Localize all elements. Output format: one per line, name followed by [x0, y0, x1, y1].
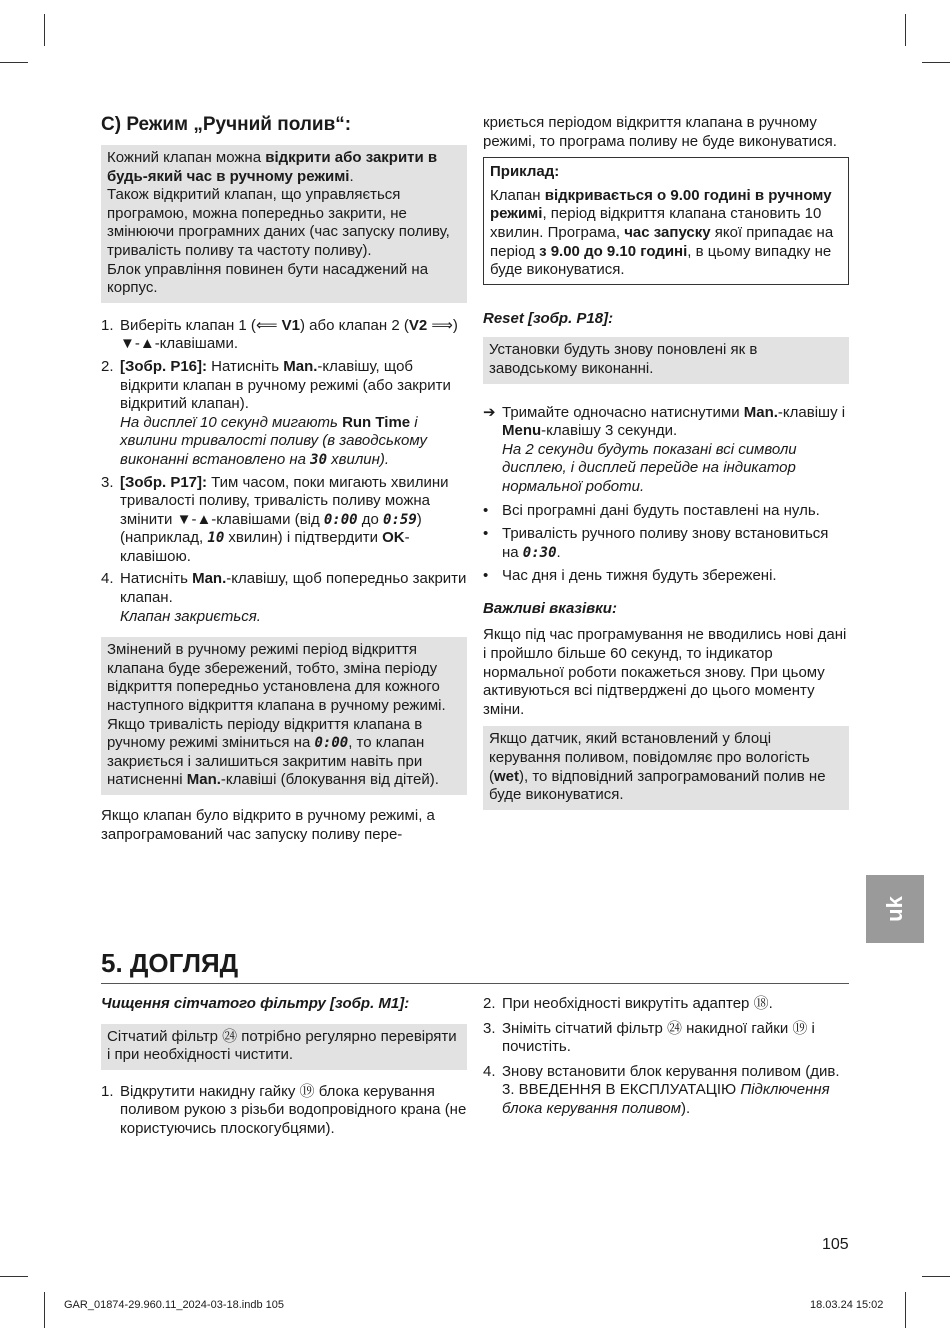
intro-text-3: Блок управління повинен бути насаджений на корпус. — [107, 260, 429, 297]
arrow-right-icon: ⟹ — [431, 316, 453, 334]
steps-list — [101, 317, 467, 627]
list-item: 1. Виберіть клапан 1 (⟸ V1) або клапан 2 (V2 ⟹) ▼-▲-клавішами. — [101, 316, 458, 353]
crop-mark — [44, 1292, 45, 1328]
section-heading: C) Режим „Ручний полив“: — [101, 114, 352, 135]
intro-text: Кожний клапан можна відкрити або закрити в будь-який час в ручному режимі. — [107, 149, 438, 185]
bullet-item: • Час дня і день тижня будуть збережені. — [483, 567, 777, 585]
list-item: 3. [Зобр. P17]: Тим часом, поки мигають хвилини тривалості поливу, тривалість поливу можна змінити ▼-▲-клавішами (від 0:00 до 0:59) (наприклад, 10 хвилин) і підтвердити OK-клавішою. — [101, 473, 449, 565]
crop-mark — [922, 62, 950, 63]
bullet-item: • Тривалість ручного поливу знову встановиться на 0:30. — [483, 525, 829, 561]
page-number: 105 — [822, 1236, 849, 1253]
language-tab: uk — [866, 875, 924, 943]
filter-box: Сітчатий фільтр ㉔ потрібно регулярно перевіряти і при необхідності чистити. — [101, 1024, 467, 1070]
paragraph: Якщо клапан було відкрито в ручному режимі, а запрограмований час запуску поливу пере- — [101, 807, 435, 843]
crop-mark — [0, 62, 28, 63]
reset-box: Установки будуть знову поновлені як в заводському виконанні. — [483, 337, 849, 383]
list-item: 3. Зніміть сітчатий фільтр ㉔ накидної гайки ⑲ і почистіть. — [483, 1019, 815, 1056]
list-item: 2. При необхідності викрутіть адаптер ⑱. — [483, 995, 773, 1012]
arrow-item: ➔ Тримайте одночасно натиснутими Man.-клавішу і Menu-клавішу 3 секунди. На 2 секунди будуть показані всі символи дисплею, і дисплей перейде на індикатор нормальної роботи. — [483, 403, 846, 495]
left-column — [101, 113, 467, 844]
filter-heading: Чищення сітчатого фільтру [зобр. M1]: — [101, 995, 410, 1012]
section5-right — [483, 995, 849, 1119]
footer-file: GAR_01874-29.960.11_2024-03-18.indb 105 — [64, 1299, 284, 1311]
steps-list — [483, 995, 849, 1119]
bullet-icon: • — [483, 501, 489, 519]
crop-mark — [44, 14, 45, 46]
crop-mark — [0, 1276, 28, 1277]
divider — [101, 983, 849, 984]
crop-mark — [922, 1276, 950, 1277]
intro-box — [101, 145, 467, 303]
paragraph: криється періодом відкриття клапана в ручному режимі, то програма поливу не буде виконуватися. — [483, 114, 837, 150]
important-heading: Важливі вказівки: — [483, 599, 617, 617]
list-item: 4. Знову встановити блок керування поливом (див. 3. ВВЕДЕННЯ В ЕКСПЛУАТАЦІЮ Підключення блока керування поливом). — [483, 1062, 840, 1117]
note-box: Змінений в ручному режимі період відкриття клапана буде збережений, тобто, зміна періоду відкриття попередньо установлена для кожного наступного відкриття клапана в ручному режимі. Якщо тривалість періоду відкриття клапана в ручному режимі зміниться на 0:00, то клапан закриється і залишиться закритим навіть при натисненні Man.-клавіші (блокування від дітей). — [101, 637, 467, 795]
reset-heading: Reset [зобр. P18]: — [483, 309, 614, 327]
bullet-item: • Всі програмні дані будуть поставлені на нуль. — [483, 501, 820, 519]
list-item: 4. Натисніть Man.-клавішу, щоб попередньо закрити клапан. Клапан закриється. — [101, 570, 467, 625]
list-item: 2. [Зобр. P16]: Натисніть Man.-клавішу, щоб відкрити клапан в ручному режимі (або закрити відкритий клапан). На дисплеї 10 секунд мигають Run Time і хвилини тривалості поливу (в заводському виконанні встановлено на 30 хвилин). — [101, 357, 451, 468]
sensor-box: Якщо датчик, який встановлений у блоці керування поливом, повідомляє про вологість (wet), то відповідний запрограмований полив не буде виконуватися. — [483, 726, 849, 809]
footer-date: 18.03.24 15:02 — [810, 1299, 884, 1311]
example-title: Приклад: — [490, 163, 560, 181]
arrow-right-icon: ➔ — [483, 403, 496, 421]
paragraph: Якщо під час програмування не вводились нові дані і пройшло більше 60 секунд, то індикатор нормальної роботи покажеться знову. При цьому активуються всі підтверджені до цього моменту зміни. — [483, 626, 847, 718]
crop-mark — [905, 14, 906, 46]
section-title: 5. ДОГЛЯД — [101, 948, 239, 978]
bullet-icon: • — [483, 525, 489, 543]
intro-text-2: Також відкритий клапан, що управляється програмою, можна попередньо закрити, не змінюючи програмних даних (час запуску поливу, тривалість поливу та частоту поливу). — [107, 186, 450, 259]
example-box: Приклад: Клапан відкривається о 9.00 годині в ручному режимі, період відкриття клапана становить 10 хвилин. Програма, час запуску якої припадає на період з 9.00 до 9.10 годині, в цьому випадку не буде виконуватися. — [483, 157, 849, 285]
list-item: 1. Відкрутити накидну гайку ⑲ блока керування поливом рукою з різьби водопровідного крана (не користуючись плоскогубцями). — [101, 1082, 467, 1137]
right-column — [483, 114, 849, 810]
arrow-left-icon: ⟸ — [255, 316, 278, 334]
section5-left — [101, 995, 467, 1139]
crop-mark — [905, 1292, 906, 1328]
steps-list — [101, 1083, 467, 1139]
bullet-icon: • — [483, 567, 489, 585]
